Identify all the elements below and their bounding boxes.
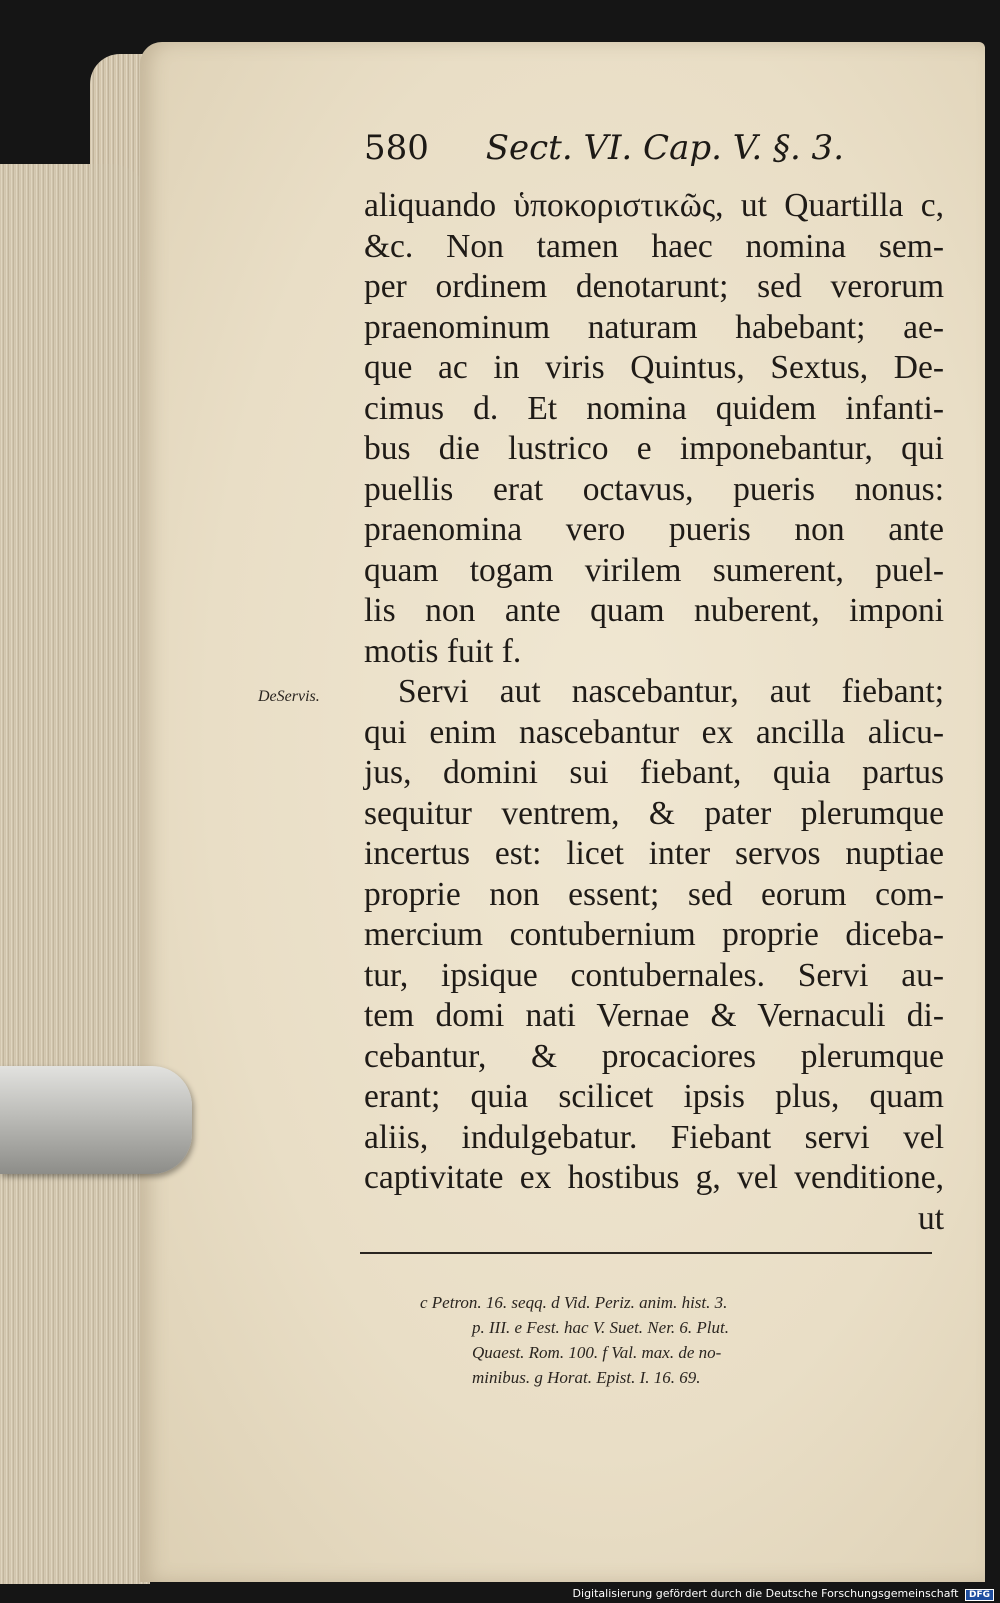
body-line: per ordinem denotarunt; sed verorum	[364, 268, 944, 305]
page-edges	[0, 164, 150, 1584]
body-line: incertus est: licet inter servos nuptiae	[364, 835, 944, 872]
footnote-line: Quaest. Rom. 100. f Val. max. de no-	[472, 1343, 722, 1362]
section-heading: Sect. VI. Cap. V. §. 3.	[485, 128, 844, 168]
body-line: &c. Non tamen haec nomina sem-	[364, 227, 944, 265]
body-line: proprie non essent; sed eorum com-	[364, 875, 944, 913]
body-line: quam togam virilem sumerent, puel-	[364, 551, 944, 589]
running-head	[364, 128, 924, 186]
footnote-line: c Petron. 16. seqq. d Vid. Periz. anim. hist. 3.	[420, 1293, 728, 1312]
body-line: puellis erat octavus, pueris nonus:	[364, 470, 944, 508]
footnotes	[420, 1290, 940, 1390]
body-line: aliquando ὑποκοριστικῶς, ut Quartilla c,	[364, 187, 944, 224]
body-line: captivitate ex hostibus g, vel venditione,	[364, 1159, 944, 1196]
catchword: ut	[917, 1199, 944, 1237]
body-line: cebantur, & procaciores plerumque	[364, 1037, 944, 1075]
bookmark-clip	[0, 1066, 192, 1174]
body-line: mercium contubernium proprie diceba-	[364, 916, 944, 953]
body-line: tem domi nati Vernae & Vernaculi di-	[364, 997, 944, 1034]
margin-note: DeServis.	[258, 688, 320, 705]
body-line: tur, ipsique contubernales. Servi au-	[364, 956, 944, 994]
body-line: motis fuit f.	[364, 632, 522, 670]
dfg-logo: DFG	[965, 1589, 994, 1601]
body-line: jus, domini sui fiebant, quia partus	[364, 754, 944, 791]
body-line: cimus d. Et nomina quidem infanti-	[364, 389, 944, 427]
footnote-rule	[360, 1252, 932, 1254]
footnote-line: minibus. g Horat. Epist. I. 16. 69.	[472, 1368, 701, 1387]
digitization-credit	[573, 1587, 994, 1601]
body-line: aliis, indulgebatur. Fiebant servi vel	[364, 1118, 944, 1156]
body-line: praenominum naturam habebant; ae-	[364, 308, 944, 346]
credit-text: Digitalisierung gefördert durch die Deutsche Forschungsgemeinschaft	[572, 1587, 959, 1600]
body-text	[364, 186, 944, 1239]
body-line: praenomina vero pueris non ante	[364, 511, 944, 548]
body-line: qui enim nascebantur ex ancilla alicu-	[364, 713, 944, 751]
page-number: 580	[364, 128, 429, 168]
body-line: Servi aut nascebantur, aut fiebant;	[398, 673, 944, 710]
body-line: lis non ante quam nuberent, imponi	[364, 592, 944, 629]
body-line: que ac in viris Quintus, Sextus, De-	[364, 349, 944, 386]
body-line: bus die lustrico e imponebantur, qui	[364, 430, 944, 467]
body-line: sequitur ventrem, & pater plerumque	[364, 794, 944, 832]
body-line: erant; quia scilicet ipsis plus, quam	[364, 1078, 944, 1115]
footnote-line: p. III. e Fest. hac V. Suet. Ner. 6. Plut.	[472, 1318, 730, 1337]
